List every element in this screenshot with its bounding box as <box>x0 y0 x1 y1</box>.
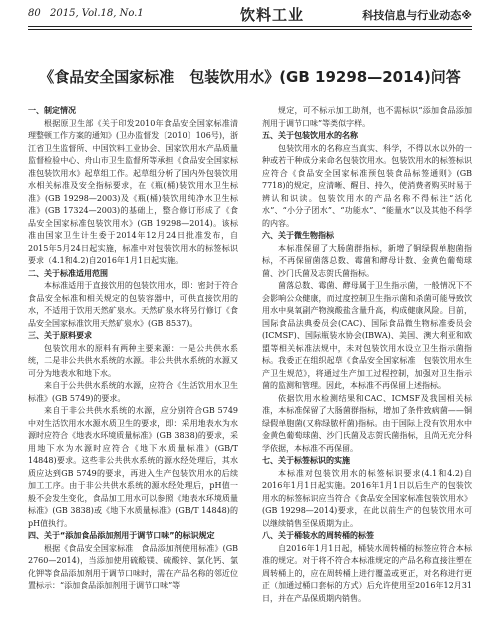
year-volume: 2015, Vol.18, No.1 <box>50 8 144 19</box>
page-number: 80 <box>28 8 41 19</box>
header-rule <box>28 26 472 27</box>
body-paragraph: 自2016年1月1日起，桶装水周转桶的标签应符合本标准的规定。对于将不符合本标准规定的产品名称直接注塑在周转桶上的，应在周转桶上进行覆盖或更正，对名称进行更正（加通过桶口套标的方式）后允许使用至2016年12月31日，并在产品保质期内销售。 <box>262 543 472 603</box>
body-paragraph: 包装饮用水的原料有两种主要来源：一是公共供水系统，二是非公共供水系统的水源。非公共供水系统的水源又可分为地表水和地下水。 <box>28 343 238 378</box>
body-paragraph: 根据原卫生部《关于印发2010年食品安全国家标准清理整顿工作方案的通知》(卫办监督发〔2010〕106号)，浙江省卫生监督所、中国饮料工业协会、国家饮用水产品质量监督检验中心、舟山市卫生监督所等承担《食品安全国家标准包装饮用水》起草组工作。起草组分析了国内外包装饮用水相关标准及安全指标要求，在《瓶(桶)装饮用水卫生标准》(GB 19298—2003)及《瓶(桶)装饮用纯净水卫生标准》(GB 17324—2003)的基础上，整合修订形成了《食品安全国家标准包装饮用水》(GB 19298—2014)。该标准由国家卫生计生委于2014年12月24日批准发布，自2015年5月24日起实施，标准中对包装饮用水的标签标识要求（4.1和4.2)自2016年1月1日起实施。 <box>28 118 238 265</box>
section-heading: 三、关于原料要求 <box>28 331 92 340</box>
section-heading: 六、关于微生物指标 <box>262 231 334 240</box>
section-name: 科技信息与行业动态※ <box>362 9 472 22</box>
body-paragraph: 菌落总数、霉菌、酵母属于卫生指示菌，一般情况下不会影响公众健康，而过度控制卫生指示菌和杀菌可能导致饮用水中臭氧副产物溴酸盐含量升高，构成健康风险。目前，国际食品法典委员会(CAC)、国际食品微生物标准委员会(ICMSF)、国际瓶装水协会(IBWA)、美国、澳大利亚和欧盟等相关标准法规中，未对包装饮用水设立卫生指示菌指标。我委正在组织起草《食品安全国家标准 包装饮用水生产卫生规范》，将通过生产加工过程控制，加强对卫生指示菌的监测和管理。因此，本标准不再保留上述指标。 <box>262 281 472 390</box>
section-heading: 四、关于“添加食品添加剂用于调节口味”的标识规定 <box>28 531 215 540</box>
section-heading: 七、关于标签标识的实施 <box>262 456 350 465</box>
section-heading: 一、制定情况 <box>28 106 76 115</box>
body-paragraph: 规定，可不标示加工助剂，也不需标识“添加食品添加剂用于调节口味”等类似字样。 <box>262 106 472 128</box>
body-paragraph: 根据《食品安全国家标准 食品添加剂使用标准》(GB 2760—2014)，当添加使用硫酸镁、硫酸锌、氯化钙、氯化钾等食品添加剂用于调节口味时，需在产品名称的邻近位置标示：“添加食品添加剂用于调节口味”等 <box>28 543 238 590</box>
header-rule-thin <box>28 29 472 30</box>
running-header <box>28 4 472 26</box>
section-heading: 五、关于包装饮用水的名称 <box>262 131 358 140</box>
left-column <box>28 105 238 593</box>
body-paragraph: 本标准适用于直接饮用的包装饮用水，即：密封于符合食品安全标准和相关规定的包装容器中，可供直接饮用的水，不适用于饮用天然矿泉水。天然矿泉水将另行修订《食品安全国家标准饮用天然矿泉水》(GB 8537)。 <box>28 281 238 328</box>
journal-name: 饮料工业 <box>240 6 305 24</box>
body-paragraph: 来自于公共供水系统的水源，应符合《生活饮用水卫生标准》(GB 5749)的要求。 <box>28 381 238 403</box>
right-column <box>262 105 472 605</box>
section-heading: 八、关于桶装水的周转桶的标签 <box>262 531 374 540</box>
body-paragraph: 依据饮用水检测结果和CAC、ICMSF及我国相关标准，本标准保留了大肠菌群指标，增加了条件致病菌——铜绿假单胞菌(又称绿脓杆菌)指标。由于国际上没有饮用水中金黄色葡萄球菌、沙门氏菌及志贺氏菌指标，且尚无充分科学依据，本标准不再保留。 <box>262 393 472 453</box>
body-paragraph: 来自于非公共供水系统的水源，应分别符合GB 5749中对生活饮用水水源水质卫生的要求，即：采用地表水为水源时应符合《地表水环境质量标准》(GB 3838)的要求，采用地下水为水源时应符合《地下水质量标准》(GB/T 14848)要求。这些非公共供水系统的源水经处理后，其水质应达到GB 5749的要求，再进入生产包装饮用水的后续加工工序。由于非公共供水系统的源水经处理后，pH值一般不会发生变化，食品加工用水可以参照《地表水环境质量标准》(GB 3838)或《地下水质量标准》(GB/T 14848)的pH值执行。 <box>28 406 238 528</box>
body-paragraph: 包装饮用水的名称应当真实、科学，不得以水以外的一种或若干种成分来命名包装饮用水。包装饮用水的标签标识应符合《食品安全国家标准预包装食品标签通则》(GB 7718)的规定，应清晰、醒目、持久，使消费者购买时易于辨认和识读。包装饮用水的产品名称不得标注“活化水”、“小分子团水”、“功能水”、“能量水”以及其他不科学的内容。 <box>262 143 472 228</box>
section-heading: 二、关于标准适用范围 <box>28 268 108 278</box>
article-title: 《食品安全国家标准 包装饮用水》(GB 19298—2014)问答 <box>39 68 461 86</box>
body-paragraph: 本标准对包装饮用水的标签标识要求(4.1和4.2)自2016年1月1日起实施。2016年1月1日以后生产的包装饮用水的标签标识应当符合《食品安全国家标准包装饮用水》(GB 19298—2014)要求，在此以前生产的包装饮用水可以继续销售至保质期为止。 <box>262 468 472 528</box>
body-paragraph: 本标准保留了大肠菌群指标，新增了铜绿假单胞菌指标，不再保留菌落总数、霉菌和酵母计数、金黄色葡萄球菌、沙门氏菌及志贺氏菌指标。 <box>262 243 472 278</box>
